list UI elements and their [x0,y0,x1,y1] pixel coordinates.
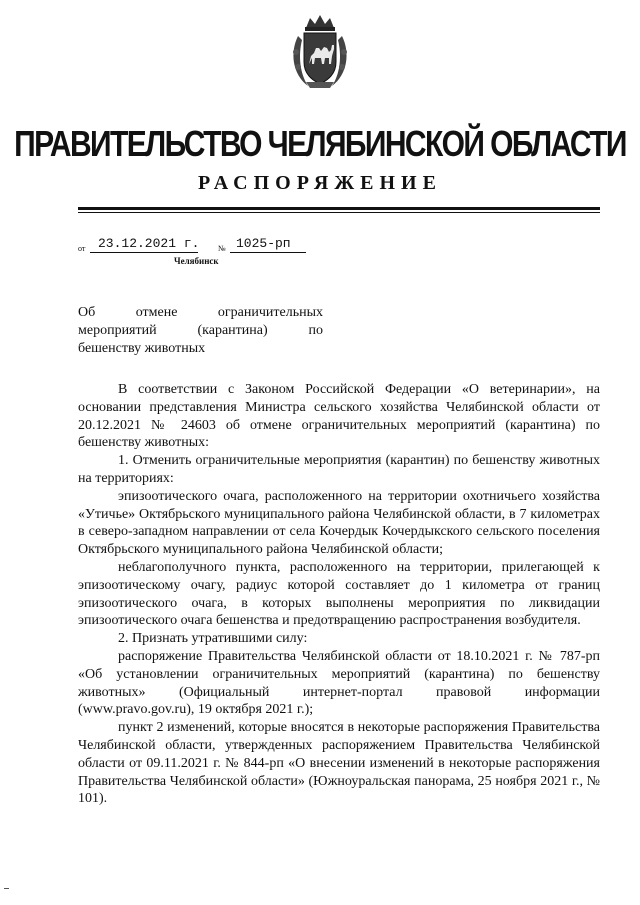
date-label: от [78,244,86,253]
subject-line: Об отмене ограничительных [78,305,323,320]
government-title: ПРАВИТЕЛЬСТВО ЧЕЛЯБИНСКОЙ ОБЛАСТИ [14,124,626,165]
number-label: № [218,244,226,253]
subject-line: мероприятий (карантина) по [78,323,323,338]
number-underline [230,252,306,253]
margin-mark [4,888,9,889]
body-paragraph: распоряжение Правительства Челябинской области от 18.10.2021 г. № 787-рп «Об установлении ограничительных мероприятий (карантина) по бешенству животных» (Официальный интернет-портал правовой информации (www.pravo.gov.ru), 19 октября 2021 г.); [78,648,600,718]
document-type-heading: РАСПОРЯЖЕНИЕ [198,172,442,194]
document-meta-line [78,236,338,256]
body-paragraph: В соответствии с Законом Российской Федерации «О ветеринарии», на основании представления Министра сельского хозяйства Челябинской области от 20.12.2021 № 24603 об отмене ограничительных мероприятий (карантина) по бешенству животных: [78,382,600,451]
document-date: 23.12.2021 г. [98,236,200,251]
body-paragraph: 1. Отменить ограничительные мероприятия (карантин) по бешенству животных на территориях: [78,453,600,486]
header-divider-thin [78,212,600,213]
body-paragraph: пункт 2 изменений, которые вносятся в некоторые распоряжения Правительства Челябинской области, утвержденных распоряжением Правительства Челябинской области от 09.11.2021 г. № 844-рп «О внесении изменений в некоторые распоряжения Правительства Челябинской области» (Южноуральская панорама, 25 ноября 2021 г., № 101). [78,720,600,807]
document-body [78,381,600,808]
subject-line: бешенству животных [78,341,206,356]
date-underline [90,252,198,253]
coat-of-arms-emblem [288,12,352,92]
document-number: 1025-рп [236,236,291,251]
body-paragraph: неблагополучного пункта, расположенного на территории, прилегающей к эпизоотическому очагу, радиус которой составляет до 1 километра от границ эпизоотического очага, в которых выполнены мероприятия по ликвидации эпизоотического очага бешенства и предотвращению распространения возбудителя. [78,559,600,629]
header-divider-thick [78,207,600,210]
document-subject [78,304,323,358]
body-paragraph: эпизоотического очага, расположенного на территории охотничьего хозяйства «Утичье» Октябрьского муниципального района Челябинской области, в 7 километрах в северо-западном направлении от села Кочердык Кочердыкского сельского поселения Октябрьского муниципального района Челябинской области; [78,488,600,558]
body-paragraph: 2. Признать утратившими силу: [118,631,308,647]
city-name: Челябинск [174,256,219,266]
